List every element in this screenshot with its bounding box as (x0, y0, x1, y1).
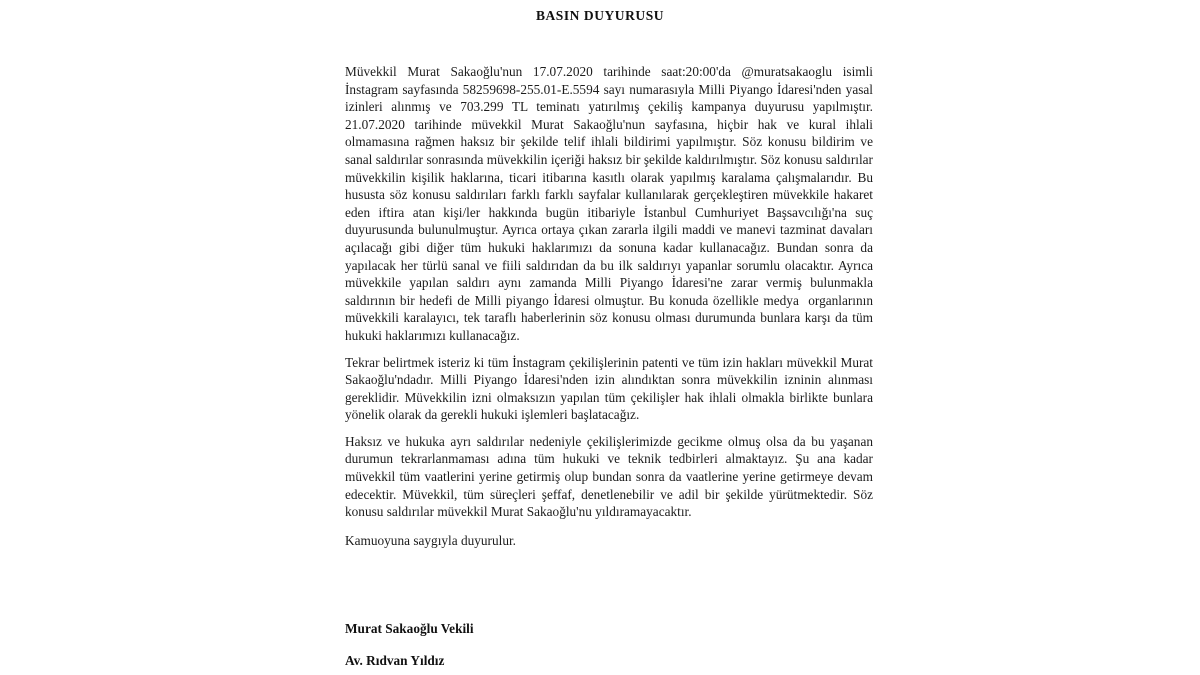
signature-block (345, 620, 873, 669)
closing-line: Kamuoyuna saygıyla duyurulur. (345, 532, 516, 548)
signature-name: Av. Rıdvan Yıldız (345, 652, 445, 668)
signature-role: Murat Sakaoğlu Vekili (345, 621, 474, 636)
body-paragraph-1: Müvekkil Murat Sakaoğlu'nun 17.07.2020 tarihinde saat:20:00'da @muratsakaoglu isimli İnstagram sayfasında 58259698-255.01-E.5594 sayı numarasıyla Milli Piyango İdaresi'nden yasal izinleri alınmış ve 703.299 TL teminatı yatırılmış çekiliş kampanya duyurusu yapılmıştır. 21.07.2020 tarihinde müvekkil Murat Sakaoğlu'nun sayfasına, hiçbir hak ve kural ihlali olmamasına rağmen haksız bir şekilde telif ihlali bildirimi yapılmıştır. Söz konusu bildirim ve sanal saldırılar sonrasında müvekkilin içeriği haksız bir şekilde kaldırılmıştır. Söz konusu saldırılar müvekkilin kişilik haklarına, ticari itibarına kasıtlı olarak yapılmış karalama çalışmalarıdır. Bu hususta söz konusu saldırıları farklı farklı sayfalar kullanılarak gerçekleştiren müvekkile hakaret eden iftira atan kişi/ler hakkında bugün itibariyle İstanbul Cumhuriyet Başsavcılığı'na suç duyurusunda bulunulmuştur. Ayrıca ortaya çıkan zararla ilgili maddi ve manevi tazminat davaları açılacağı gibi diğer tüm hukuki haklarımızı da sonuna kadar kullanacağız. Bundan sonra da yapılacak her türlü sanal ve fiili saldırıdan da bu ilk saldırıyı yapanlar sorumlu olacaktır. Ayrıca müvekkile yapılan saldırı aynı zamanda Milli Piyango İdaresi'ne zarar vermiş bulunmakla saldırının bir hedefi de Milli piyango İdaresi olmuştur. Bu konuda özellikle medya organlarının müvekkili karalayıcı, tek taraflı haberlerinin söz konusu olması durumunda bunlara karşı da tüm hukuki haklarımızı kullanacağız. (345, 64, 877, 343)
document-body (345, 63, 877, 549)
body-paragraph-3: Haksız ve hukuka ayrı saldırılar nedeniyle çekilişlerimizde gecikme olmuş olsa da bu yaşanan durumun tekrarlanmaması adına tüm hukuki ve teknik tedbirleri almaktayız. Şu ana kadar müvekkil tüm vaatlerini yerine getirmiş olup bundan sonra da vaatlerine yerine getirmeye devam edecektir. Müvekkil, tüm süreçleri şeffaf, denetlenebilir ve adil bir şekilde yürütmektedir. Söz konusu saldırılar müvekkil Murat Sakaoğlu'nu yıldıramayacaktır. (345, 433, 877, 520)
page-title: BASIN DUYURUSU (535, 8, 665, 23)
body-paragraph-2: Tekrar belirtmek isteriz ki tüm İnstagram çekilişlerinin patenti ve tüm izin hakları müvekkil Murat Sakaoğlu'ndadır. Milli Piyango İdaresi'nden izin alındıktan sonra müvekkilin izninin alınması gereklidir. Müvekkilin izni olmaksızın yapılan tüm çekilişler hak ihlali olmakla birlikte bunlara yönelik olarak da gerekli hukuki işlemleri başlatacağız. (345, 354, 877, 423)
